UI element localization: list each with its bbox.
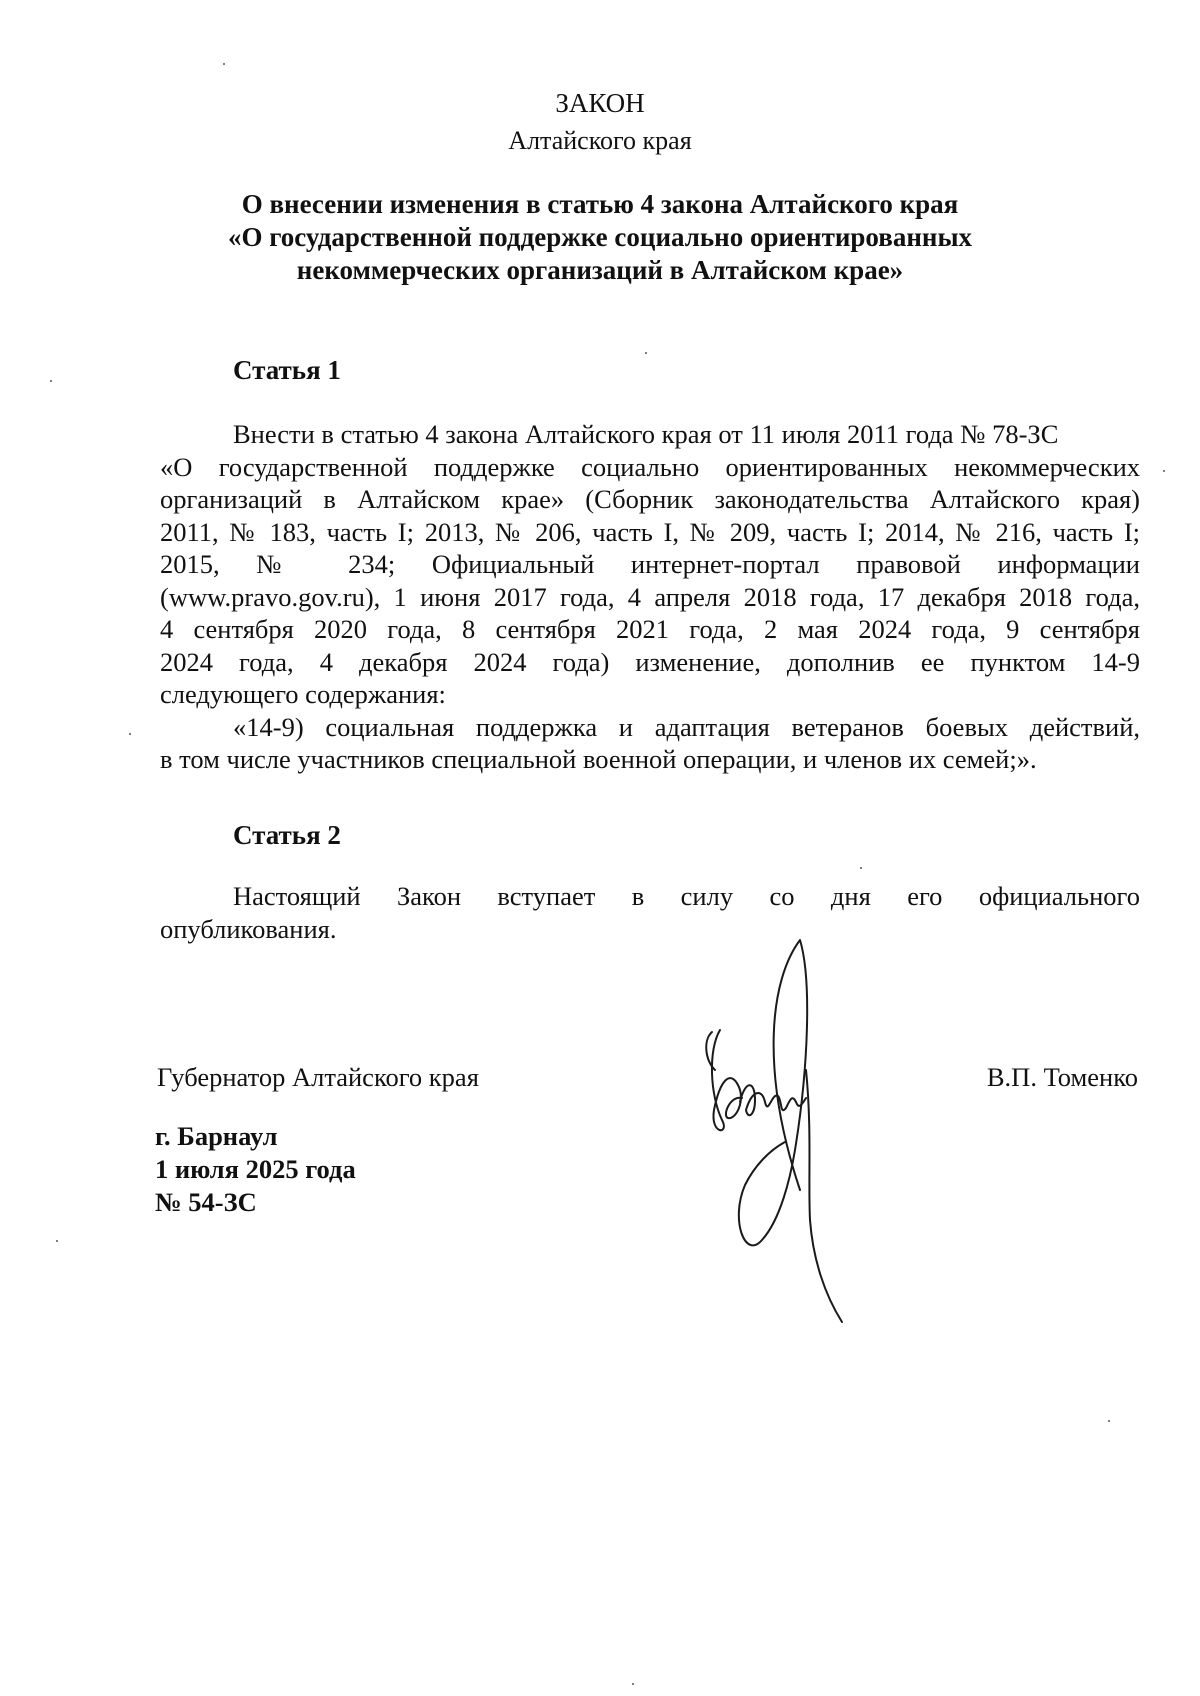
law-number: № 54-ЗС (155, 1187, 257, 1217)
article-1-line: «О государственной поддержке социально ориентированных некоммерческих (160, 451, 1140, 482)
article-1-line: Внести в статью 4 закона Алтайского края от 11 июля 2011 года № 78-ЗС (233, 419, 1059, 449)
scan-speck (1108, 1420, 1110, 1422)
law-issuer: Алтайского края (508, 126, 692, 155)
article-1-line: 2011, № 183, часть I; 2013, № 206, часть I, № 209, часть I; 2014, № 216, часть I; (160, 516, 1140, 547)
scan-speck (56, 1240, 58, 1242)
signing-city: г. Барнаул (155, 1121, 278, 1151)
article-1-body (160, 418, 1140, 776)
signatory-name: В.П. Томенко (986, 1062, 1138, 1092)
scan-speck (223, 63, 225, 65)
article-1-line: следующего содержания: (160, 679, 446, 709)
article-1-line: 4 сентября 2020 года, 8 сентября 2021 года, 2 мая 2024 года, 9 сентября (160, 614, 1140, 644)
signing-date: 1 июля 2025 года (155, 1154, 356, 1184)
signing-details (155, 1120, 356, 1219)
scan-speck (1163, 470, 1165, 472)
scan-speck (129, 733, 131, 735)
article-1-line: в том числе участников специальной военной операции, и членов их семей;». (160, 744, 1037, 774)
article-1-line: (www.pravo.gov.ru), 1 июня 2017 года, 4 апреля 2018 года, 17 декабря 2018 года, (160, 581, 1140, 612)
scan-speck (632, 1683, 634, 1685)
signatory-role: Губернатор Алтайского края (157, 1062, 479, 1092)
scan-speck (860, 867, 862, 869)
scan-speck (645, 352, 647, 354)
law-title-line: «О государственной поддержке социально ориентированных (227, 222, 973, 252)
scan-speck (50, 380, 52, 382)
handwritten-signature (700, 920, 850, 1350)
law-type: ЗАКОН (555, 88, 645, 118)
law-title (0, 188, 1200, 287)
article-2-line: опубликования. (160, 913, 337, 944)
law-title-line: О внесении изменения в статью 4 закона Алтайского края (241, 189, 959, 219)
article-1-heading: Статья 1 (233, 355, 341, 385)
article-1-line: «14-9) социальная поддержка и адаптация ветеранов боевых действий, (233, 711, 1140, 742)
law-title-line: некоммерческих организаций в Алтайском крае» (296, 255, 904, 285)
article-1-line: организаций в Алтайском крае» (Сборник законодательства Алтайского края) (160, 484, 1140, 514)
article-2-line: Настоящий Закон вступает в силу со дня его официального (233, 881, 1140, 911)
article-2-heading: Статья 2 (233, 820, 341, 850)
article-1-line: 2024 года, 4 декабря 2024 года) изменение, дополнив ее пунктом 14-9 (160, 646, 1140, 677)
article-1-line: 2015, № 234; Официальный интернет-портал правовой информации (160, 549, 1140, 579)
article-2-body (160, 880, 1140, 945)
